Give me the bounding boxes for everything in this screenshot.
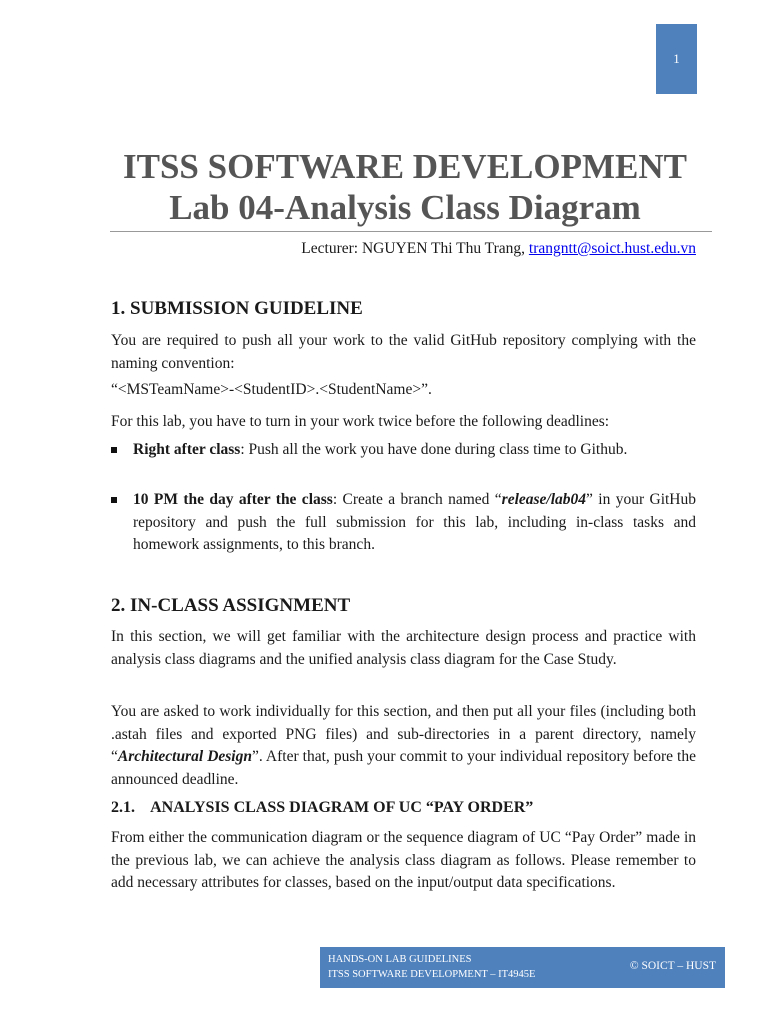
section-heading-submission: 1. SUBMISSION GUIDELINE — [111, 298, 363, 319]
footer-line1: HANDS-ON LAB GUIDELINES — [328, 954, 472, 965]
paragraph-text: You are asked to work individually for this section, and then put all your files (including both .astah files and exported PNG files) and sub-directories in a parent directory, namely “ — [111, 703, 696, 765]
paragraph: In this section, we will get familiar with the architecture design process and practice with analysis class diagrams and the unified analysis class diagram for the Case Study. — [111, 628, 696, 668]
bullet-icon — [111, 447, 117, 453]
list-item — [133, 439, 696, 462]
document-title: ITSS SOFTWARE DEVELOPMENT — [122, 147, 688, 186]
bullet-bold: 10 PM the day after the class — [133, 491, 333, 508]
footer-line2: ITSS SOFTWARE DEVELOPMENT – IT4945E — [328, 969, 536, 980]
document-subtitle: Lab 04-Analysis Class Diagram — [169, 188, 641, 227]
bullet-bold: Right after class — [133, 441, 241, 458]
bullet-text: : Create a branch named “ — [332, 491, 502, 508]
page-footer — [320, 947, 725, 988]
list-item — [133, 489, 696, 557]
branch-name: release/lab04 — [501, 491, 587, 508]
section-heading-in-class: 2. IN-CLASS ASSIGNMENT — [111, 595, 351, 616]
naming-convention: “<MSTeamName>-<StudentID>.<StudentName>”. — [111, 381, 432, 398]
page-number: 1 — [656, 24, 697, 94]
lecturer-label: Lecturer: NGUYEN Thi Thu Trang, — [301, 240, 529, 257]
lecturer-email-link[interactable]: trangntt@soict.hust.edu.vn — [528, 240, 696, 257]
subsection-heading: 2.1. ANALYSIS CLASS DIAGRAM OF UC “PAY ORDER” — [111, 799, 534, 816]
paragraph — [111, 701, 696, 791]
bullet-text: ” in your GitHub repository and push the full submission for this lab, including in-class tasks and homework assignments, to this branch. — [133, 491, 697, 553]
paragraph: For this lab, you have to turn in your work twice before the following deadlines: — [111, 413, 610, 430]
paragraph-text: ”. After that, push your commit to your individual repository before the announced deadline. — [111, 748, 696, 788]
title-divider — [110, 231, 712, 232]
bullet-icon — [111, 497, 117, 503]
lecturer-line — [301, 240, 696, 258]
paragraph: From either the communication diagram or the sequence diagram of UC “Pay Order” made in the previous lab, we can achieve the analysis class diagram as follows. Please remember to add necessary attributes for classes, based on the input/output data specifications. — [111, 829, 696, 891]
footer-copyright: © SOICT – HUST — [629, 960, 716, 972]
bullet-text: : Push all the work you have done during class time to Github. — [240, 441, 628, 458]
paragraph: You are required to push all your work to the valid GitHub repository complying with the naming convention: — [111, 332, 696, 372]
directory-name: Architectural Design — [117, 748, 252, 765]
